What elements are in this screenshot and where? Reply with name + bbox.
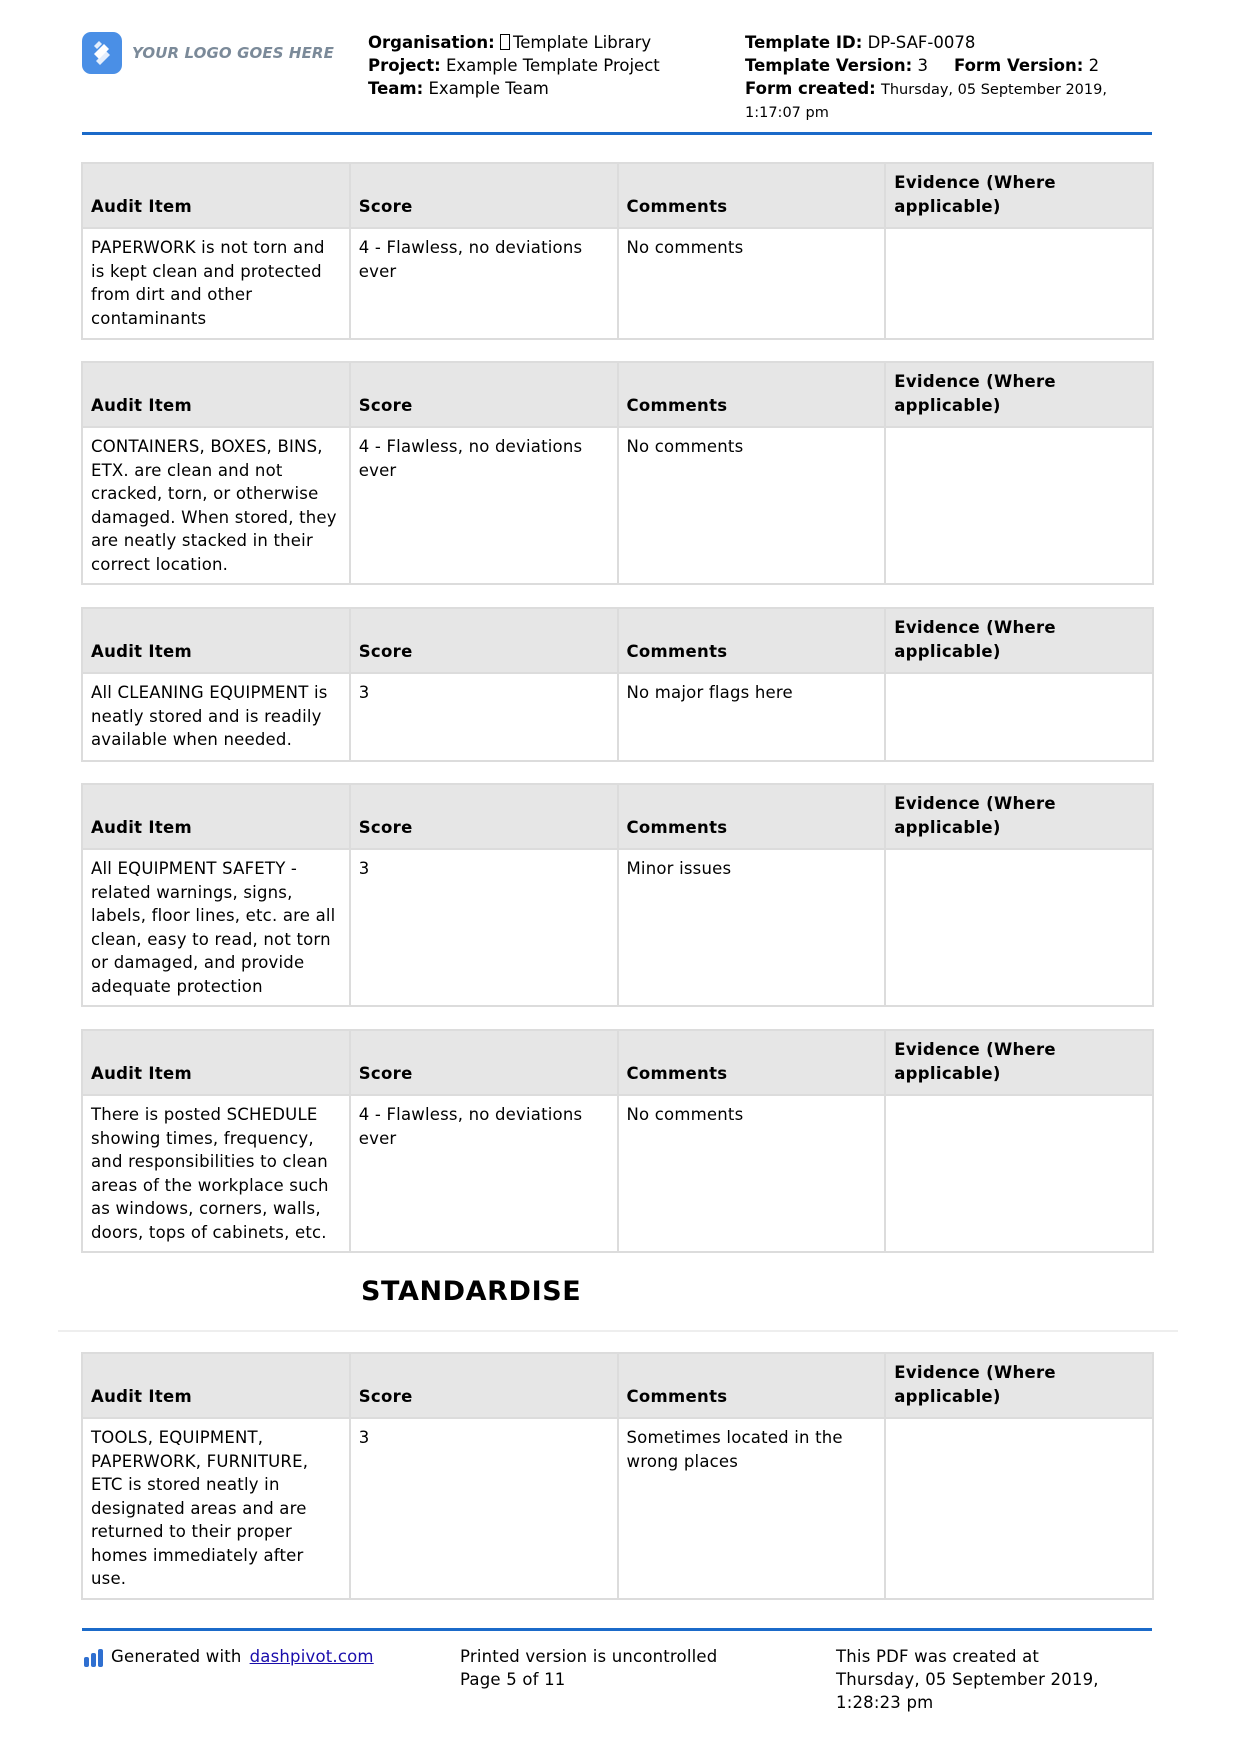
footer-divider [82,1628,1152,1631]
header-evidence: Evidence (Where applicable) [885,163,1153,228]
table-row [82,427,1153,584]
team-label: Team: [368,79,424,98]
score-cell: 3 [350,849,618,1006]
created-line-3: 1:28:23 pm [836,1693,934,1712]
footer-generated [84,1645,374,1668]
logo-text: YOUR LOGO GOES HERE [132,44,334,62]
header-audit-item: Audit Item [82,608,350,673]
footer-print-info [460,1645,717,1691]
audit-item-cell: CONTAINERS, BOXES, BINS, ETX. are clean and not cracked, torn, or otherwise damaged. When stored, they are neatly stacked in their correct location. [82,427,350,584]
comments-cell: No comments [618,427,886,584]
project-label: Project: [368,56,441,75]
comments-cell: Sometimes located in the wrong places [618,1418,886,1599]
form-created-label: Form created: [745,79,876,98]
template-id-label: Template ID: [745,33,863,52]
created-line-2: Thursday, 05 September 2019, [836,1670,1099,1689]
score-cell: 4 - Flawless, no deviations ever [350,228,618,339]
audit-item-cell: There is posted SCHEDULE showing times, frequency, and responsibilities to clean areas of the workplace such as windows, corners, walls, doors, tops of cabinets, etc. [82,1095,350,1252]
header-audit-item: Audit Item [82,163,350,228]
table-row [82,1418,1153,1599]
table-header-row [82,608,1153,673]
team-line [368,77,660,100]
header-score: Score [350,362,618,427]
form-version-label: Form Version: [953,56,1084,75]
header-score: Score [350,784,618,849]
header-score: Score [350,608,618,673]
header-evidence: Evidence (Where applicable) [885,784,1153,849]
dashpivot-bars-icon [84,1647,103,1667]
project-value: Example Template Project [445,56,660,75]
score-cell: 4 - Flawless, no deviations ever [350,1095,618,1252]
header-score: Score [350,1030,618,1095]
evidence-cell [885,1095,1153,1252]
audit-table [81,783,1154,1007]
evidence-cell [885,228,1153,339]
created-line-1: This PDF was created at [836,1647,1040,1666]
section-divider [58,1330,1178,1332]
template-id-line [745,31,1145,54]
table-header-row [82,362,1153,427]
project-line [368,54,660,77]
company-logo [82,32,334,74]
audit-item-cell: TOOLS, EQUIPMENT, PAPERWORK, FURNITURE, ETC is stored neatly in designated areas and are returned to their proper homes immediately after use. [82,1418,350,1599]
dashpivot-link[interactable]: dashpivot.com [249,1647,374,1666]
header-comments: Comments [618,608,886,673]
header-comments: Comments [618,1030,886,1095]
score-cell: 3 [350,1418,618,1599]
evidence-cell [885,1418,1153,1599]
footer-created-info [836,1645,1099,1714]
form-created-value: Thursday, 05 September 2019, [881,82,1107,98]
table-header-row [82,1030,1153,1095]
template-id-value: DP-SAF-0078 [867,33,976,52]
template-version-label: Template Version: [745,56,913,75]
header-evidence: Evidence (Where applicable) [885,1030,1153,1095]
header-comments: Comments [618,784,886,849]
audit-table [81,1352,1154,1600]
table-header-row [82,163,1153,228]
header-evidence: Evidence (Where applicable) [885,362,1153,427]
form-created-line [745,77,1145,102]
team-value: Example Team [428,79,549,98]
header-evidence: Evidence (Where applicable) [885,608,1153,673]
logo-icon [82,32,122,74]
table-header-row [82,784,1153,849]
table-row [82,673,1153,761]
header-divider [82,132,1152,135]
score-cell: 3 [350,673,618,761]
header-audit-item: Audit Item [82,784,350,849]
comments-cell: No major flags here [618,673,886,761]
comments-cell: Minor issues [618,849,886,1006]
form-created-time: 1:17:07 pm [745,105,829,121]
organisation-label: Organisation: [368,33,495,52]
header-score: Score [350,163,618,228]
evidence-cell [885,427,1153,584]
organisation-value: Template Library [512,33,652,52]
evidence-cell [885,673,1153,761]
table-row [82,1095,1153,1252]
header-audit-item: Audit Item [82,1353,350,1418]
section-title: STANDARDISE [361,1276,582,1307]
organisation-line [368,31,660,54]
audit-table [81,1029,1154,1253]
header-audit-item: Audit Item [82,1030,350,1095]
header-meta-left [368,31,660,100]
comments-cell: No comments [618,1095,886,1252]
comments-cell: No comments [618,228,886,339]
audit-item-cell: All EQUIPMENT SAFETY - related warnings, signs, labels, floor lines, etc. are all clean, easy to read, not torn or damaged, and provide adequate protection [82,849,350,1006]
form-version-value: 2 [1088,56,1100,75]
header-comments: Comments [618,163,886,228]
version-line [745,54,1145,77]
audit-item-cell: All CLEANING EQUIPMENT is neatly stored and is readily available when needed. [82,673,350,761]
audit-table [81,361,1154,585]
header-audit-item: Audit Item [82,362,350,427]
audit-table [81,607,1154,762]
template-version-value: 3 [917,56,928,75]
page-number: Page 5 of 11 [460,1670,566,1689]
score-cell: 4 - Flawless, no deviations ever [350,427,618,584]
table-row [82,228,1153,339]
generated-prefix: Generated with [111,1647,242,1666]
table-header-row [82,1353,1153,1418]
evidence-cell [885,849,1153,1006]
header-meta-right [745,31,1145,125]
header-comments: Comments [618,362,886,427]
audit-table [81,162,1154,340]
table-row [82,849,1153,1006]
uncontrolled-notice: Printed version is uncontrolled [460,1647,718,1666]
organisation-icon [500,34,510,50]
header-evidence: Evidence (Where applicable) [885,1353,1153,1418]
header-score: Score [350,1353,618,1418]
header-comments: Comments [618,1353,886,1418]
audit-item-cell: PAPERWORK is not torn and is kept clean and protected from dirt and other contaminants [82,228,350,339]
